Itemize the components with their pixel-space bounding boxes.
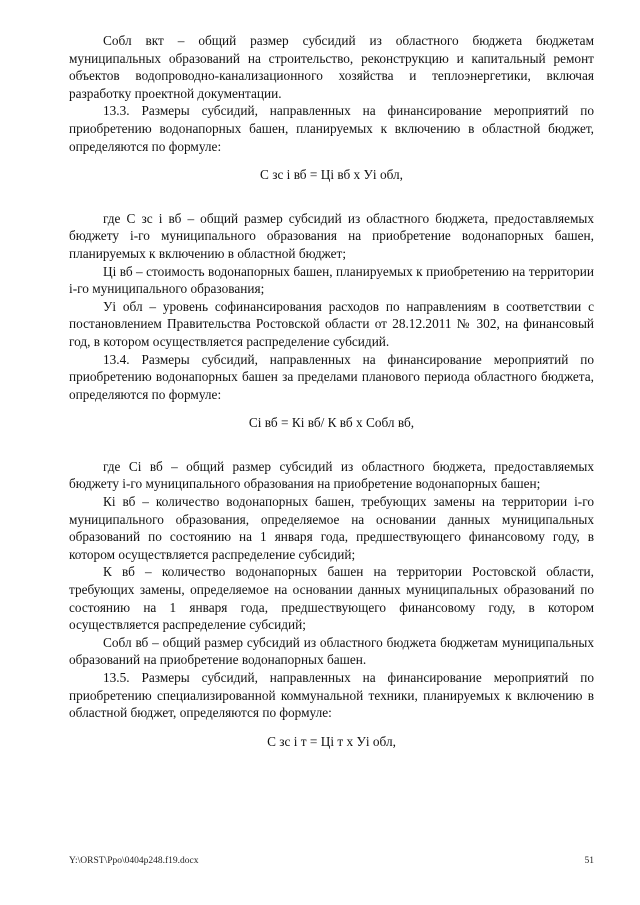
formula-municipal-equipment: С зс і т = Ці т х Уі обл, <box>267 733 396 749</box>
paragraph-k-vb-definition: К вб – количество водонапорных башен на территории Ростовской области, требующих замены, определяемое на основании данных муниципальных образований по состоянию на 1 января года, предшествующего финансовому году, в котором осуществляется распределение субсидий; <box>69 564 594 633</box>
paragraph-si-vb-definition: где Сі вб – общий размер субсидий из областного бюджета, предоставляемых бюджету і-го муниципального образования на приобретение водонапорных башен; <box>69 458 594 492</box>
footer-page-number: 51 <box>584 856 594 866</box>
paragraph-szs-i-vb-definition: где С зс і вб – общий размер субсидий из областного бюджета, предоставляемых бюджету і-го муниципального образования на приобретение водонапорных башен, планируемых к включению в областной бюджет; <box>69 210 594 261</box>
paragraph-tsi-vb-definition: Ці вб – стоимость водонапорных башен, планируемых к приобретению на территории і-го муниципального образования; <box>69 263 594 297</box>
formula-water-towers-planned: С зс і вб = Ці вб х Уі обл, <box>260 167 403 183</box>
paragraph-ui-obl-definition: Уі обл – уровень софинансирования расходов по направлениям в соответствии с постановлением Правительства Ростовской области от 28.12.2011 № 302, на финансовый год, в котором осуществляется распределение субсидий. <box>69 298 594 349</box>
page-footer <box>69 856 594 870</box>
paragraph-13-5: 13.5. Размеры субсидий, направленных на финансирование мероприятий по приобретению специализированной коммунальной техники, планируемых к включению в областной бюджет, определяются по формуле: <box>69 670 594 721</box>
formula-water-towers-beyond-plan: Сі вб = Кі вб/ К вб х Собл вб, <box>248 415 415 431</box>
paragraph-13-4: 13.4. Размеры субсидий, направленных на финансирование мероприятий по приобретению водонапорных башен за пределами планового периода областного бюджета, определяются по формуле: <box>69 351 594 402</box>
paragraph-sobl-vb-definition: Собл вб – общий размер субсидий из областного бюджета бюджетам муниципальных образований на приобретение водонапорных башен. <box>69 634 594 668</box>
paragraph-sobl-vkt-definition: Собл вкт – общий размер субсидий из областного бюджета бюджетам муниципальных образований на строительство, реконструкцию и капитальный ремонт объектов водопроводно-канализационного хозяйства и теплоэнергетики, включая разработку проектной документации. <box>69 33 594 101</box>
paragraph-ki-vb-definition: Кі вб – количество водонапорных башен, требующих замены на территории і-го муниципального образования, определяемое на основании данных муниципальных образований по состоянию на 1 января года, предшествующего финансовому году, в котором осуществляется распределение субсидий; <box>69 494 594 562</box>
document-page <box>69 32 594 750</box>
paragraph-13-3: 13.3. Размеры субсидий, направленных на финансирование мероприятий по приобретению водонапорных башен, планируемых к включению в областной бюджет, определяются по формуле: <box>69 103 594 154</box>
footer-file-path: Y:\ORST\Ppo\0404p248.f19.docx <box>69 856 199 866</box>
